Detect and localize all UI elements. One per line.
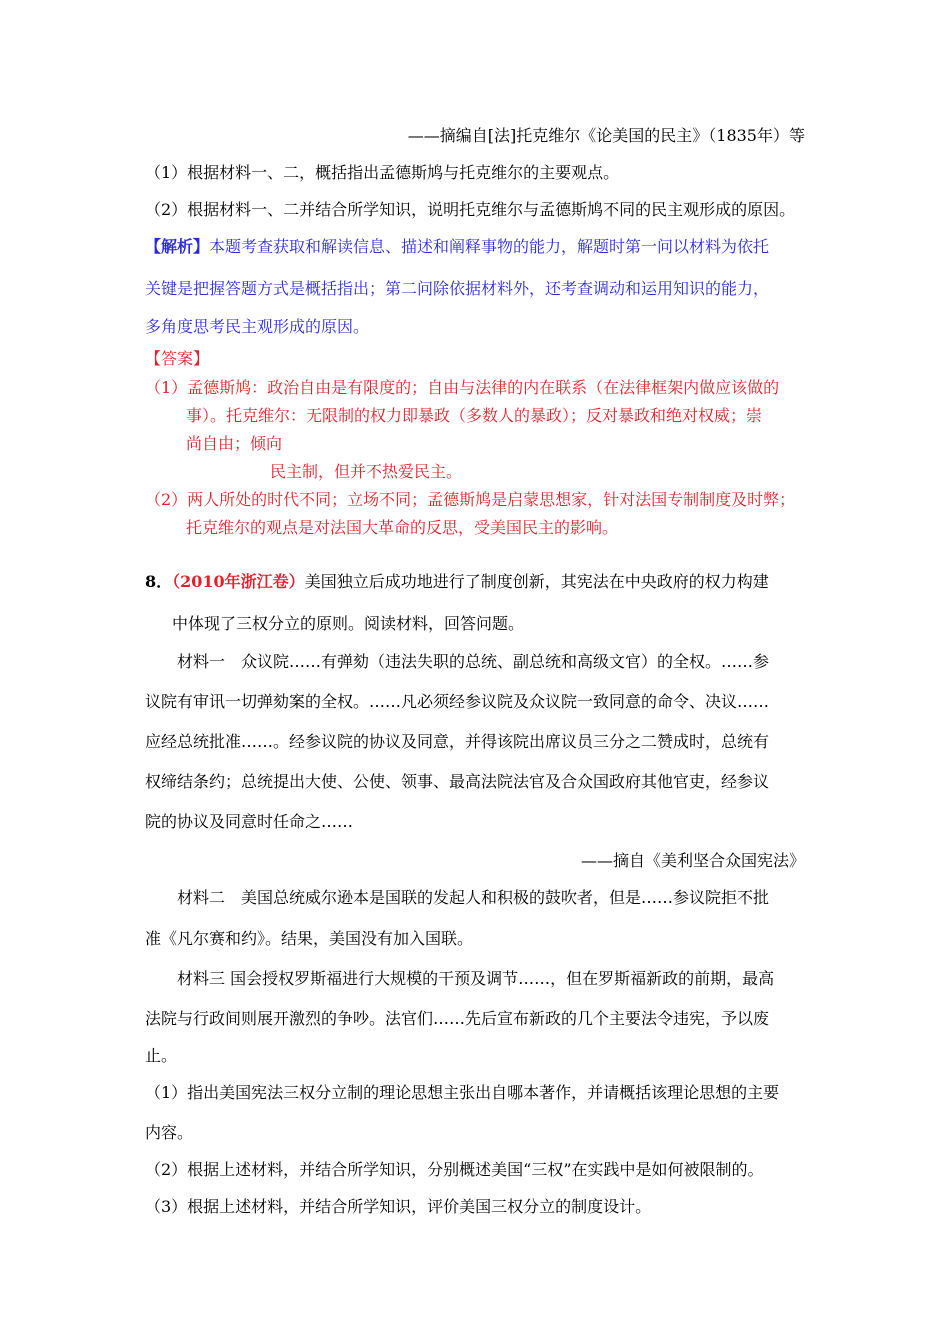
material-3-line-3: 止。 bbox=[145, 1046, 178, 1065]
q8-intro-line-1 bbox=[145, 572, 769, 592]
answer-label: 【答案】 bbox=[145, 349, 210, 368]
answer-1-line-1: （1）孟德斯鸠：政治自由是有限度的；自由与法律的内在联系（在法律框架内做应该做的 bbox=[145, 378, 780, 397]
analysis-line-2: 关键是把握答题方式是概括指出；第二问除依据材料外，还考查调动和运用知识的能力， bbox=[145, 279, 770, 298]
q8-number: 8． bbox=[145, 572, 173, 591]
question-1: （1）根据材料一、二，概括指出孟德斯鸠与托克维尔的主要观点。 bbox=[145, 163, 620, 182]
material-2-line-2: 准《凡尔赛和约》。结果，美国没有加入国联。 bbox=[145, 929, 474, 948]
material-1-source: ——摘自《美利坚合众国宪法》 bbox=[580, 851, 805, 870]
question-2: （2）根据材料一、二并结合所学知识，说明托克维尔与孟德斯鸠不同的民主观形成的原因。 bbox=[145, 200, 796, 219]
material-1-line-5: 院的协议及同意时任命之…… bbox=[145, 812, 354, 831]
analysis-label: 【解析】 bbox=[145, 237, 210, 256]
answer-2-line-2: 托克维尔的观点是对法国大革命的反思，受美国民主的影响。 bbox=[186, 518, 619, 537]
material-1-line-2: 议院有审讯一切弹劾案的全权。……凡必须经参议院及众议院一致同意的命令、决议…… bbox=[145, 692, 770, 711]
material-2-line-1: 材料二 美国总统威尔逊本是国联的发起人和积极的鼓吹者，但是……参议院拒不批 bbox=[177, 888, 770, 907]
analysis-line-1 bbox=[145, 237, 769, 257]
answer-2-line-1: （2）两人所处的时代不同；立场不同；孟德斯鸠是启蒙思想家，针对法国专制制度及时弊； bbox=[145, 490, 796, 509]
q8-question-1-line-2: 内容。 bbox=[145, 1123, 194, 1142]
q8-source-tag: （2010年浙江卷） bbox=[172, 572, 305, 591]
answer-1-line-3: 尚自由；倾向 bbox=[186, 434, 283, 453]
q8-question-1-line-1: （1）指出美国宪法三权分立制的理论思想主张出自哪本著作，并请概括该理论思想的主要 bbox=[145, 1083, 780, 1102]
material-1-line-3: 应经总统批准……。经参议院的协议及同意，并得该院出席议员三分之二赞成时，总统有 bbox=[145, 732, 770, 751]
q8-intro-line-2: 中体现了三权分立的原则。阅读材料，回答问题。 bbox=[172, 614, 525, 633]
answer-1-line-2: 事）。托克维尔：无限制的权力即暴政（多数人的暴政）；反对暴政和绝对权威；崇 bbox=[186, 406, 763, 425]
q8-question-3: （3）根据上述材料，并结合所学知识，评价美国三权分立的制度设计。 bbox=[145, 1197, 652, 1216]
q8-intro-text: 美国独立后成功地进行了制度创新，其宪法在中央政府的权力构建 bbox=[304, 572, 769, 591]
material-1-line-4: 权缔结条约；总统提出大使、公使、领事、最高法院法官及合众国政府其他官吏，经参议 bbox=[145, 772, 770, 791]
source-citation: ——摘编自[法]托克维尔《论美国的民主》（1835年）等 bbox=[407, 126, 805, 145]
analysis-text: 本题考查获取和解读信息、描述和阐释事物的能力，解题时第一问以材料为依托 bbox=[209, 237, 770, 256]
material-3-line-1: 材料三 国会授权罗斯福进行大规模的干预及调节……，但在罗斯福新政的前期，最高 bbox=[177, 969, 775, 988]
material-1-line-1: 材料一 众议院……有弹劾（违法失职的总统、副总统和高级文官）的全权。……参 bbox=[177, 652, 770, 671]
material-3-line-2: 法院与行政间则展开激烈的争吵。法官们……先后宣布新政的几个主要法令违宪，予以废 bbox=[145, 1009, 770, 1028]
analysis-line-3: 多角度思考民主观形成的原因。 bbox=[145, 317, 370, 336]
answer-1-line-4: 民主制，但并不热爱民主。 bbox=[270, 462, 463, 481]
q8-question-2: （2）根据上述材料，并结合所学知识，分别概述美国“三权”在实践中是如何被限制的。 bbox=[145, 1160, 764, 1179]
